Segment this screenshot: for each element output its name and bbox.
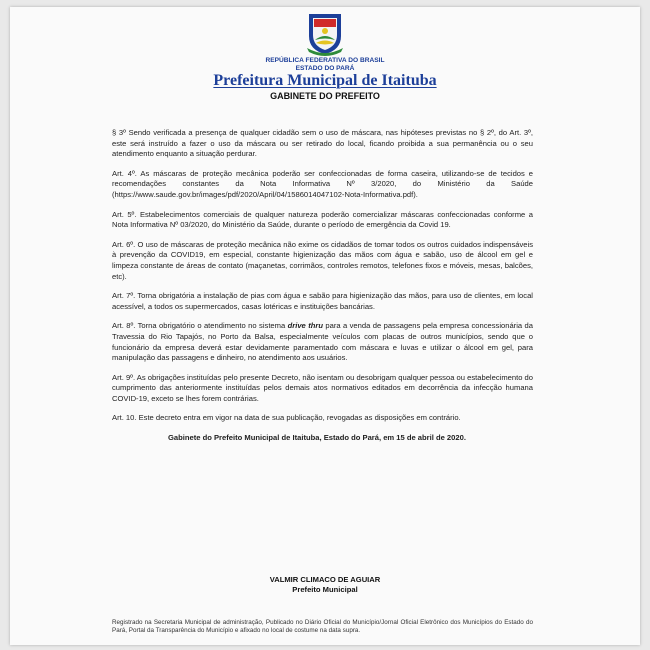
official-name: VALMIR CLIMACO DE AGUIAR — [269, 575, 381, 584]
office-label: GABINETE DO PREFEITO — [270, 91, 380, 101]
art8-emphasis: drive thru — [287, 321, 323, 331]
paragraph-art8 — [112, 321, 533, 363]
paragraph-art5: Art. 5º. Estabelecimentos comerciais de qualquer natureza poderão comercializar máscaras confeccionadas conforme a Nota Informativa Nº 03/2020, do Ministério da Saúde, durante o período de emergência da Covid 19. — [112, 209, 533, 230]
state-label: ESTADO DO PARÁ — [295, 64, 355, 72]
art8-text-end: para a venda de passagens pela empresa concessionária da Travessia do Rio Tapajós, no Porto da Balsa, especialmente veículos com placas de outros municípios, sendo que o funcionário da empresa deverá estar devidamente paramentado com máscara e luvas e utilizar o álcool em gel, para manipulação das passagens e dinheiro, no atendimento aos usuários. — [112, 321, 533, 363]
art8-text-start: Art. 8º. Torna obrigatório o atendimento no sistema — [112, 321, 288, 331]
signoff-line: Gabinete do Prefeito Municipal de Itaituba, Estado do Pará, em 15 de abril de 2020. — [168, 433, 466, 443]
paragraph-art3-p3: § 3º Sendo verificada a presença de qualquer cidadão sem o uso de máscara, nas hipóteses previstas no § 2º, do Art. 3º, este será instruído a fazer o uso da máscara ou ser retirado do local, ficando proibida a sua permanência ou o seu atendimento enquanto a situação perdurar. — [112, 128, 533, 159]
republic-label: REPÚBLICA FEDERATIVA DO BRASIL — [265, 57, 385, 64]
decree-body — [112, 128, 533, 453]
letterhead — [10, 10, 640, 102]
paragraph-art6: Art. 6º. O uso de máscaras de proteção mecânica não exime os cidadãos de tomar todos os outros cuidados indispensáveis à prevenção da COVID19, em especial, constante higienização das mãos com água e sabão, uso de álcool em gel e limpeza constante de áreas de contato (maçanetas, corrimãos, controles remotos, telefones fixos e móveis, mesas, balcões, etc). — [112, 239, 533, 281]
registration-note: Registrado na Secretaria Municipal de administração, Publicado no Diário Oficial do Município/Jornal Oficial Eletrônico dos Municípios do Estado do Pará, Portal da Transparência do Município e afixado no local de costume na data supra. — [112, 619, 533, 634]
prefecture-title: Prefeitura Municipal de Itaituba — [213, 72, 437, 89]
paragraph-art7: Art. 7º. Torna obrigatória a instalação de pias com água e sabão para higienização das mãos, para uso de clientes, em local acessível, a todos os supermercados, casas lotéricas e instituições bancárias. — [112, 291, 533, 311]
official-title: Prefeito Municipal — [292, 585, 358, 594]
signature-block — [10, 575, 640, 595]
paragraph-art4: Art. 4º. As máscaras de proteção mecânica poderão ser confeccionadas de forma caseira, utilizando-se de tecidos e recomendações constantes da Nota Informativa Nº 3/2020, do Ministério da Saúde (https://www.saude.gov.br/images/pdf/2020/April/04/1586014047102-Nota-Informativa.pdf). — [112, 168, 533, 199]
coat-of-arms-icon — [305, 10, 345, 56]
paragraph-art9: Art. 9º. As obrigações instituídas pelo presente Decreto, não isentam ou desobrigam qualquer pessoa ou estabelecimento do cumprimento das anteriormente instituídas pelos demais atos normativos editados em decorrência da infecção humana COVID-19, exceto se lhes forem contrárias. — [112, 372, 533, 403]
paragraph-art10: Art. 10. Este decreto entra em vigor na data de sua publicação, revogadas as disposições em contrário. — [112, 413, 461, 423]
document-page — [10, 7, 640, 645]
